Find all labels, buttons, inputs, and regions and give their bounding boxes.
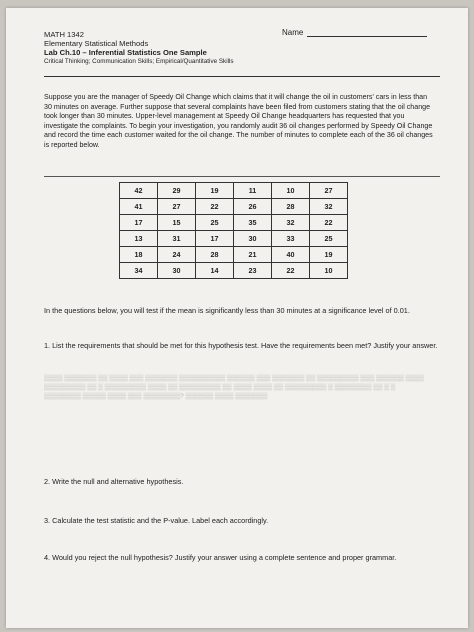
table-cell: 19 [196, 183, 234, 199]
table-cell: 32 [272, 215, 310, 231]
table-cell: 33 [272, 231, 310, 247]
question-3: 3. Calculate the test statistic and the P-value. Label each accordingly. [44, 516, 269, 525]
table-row [120, 263, 348, 279]
table-cell: 41 [120, 199, 158, 215]
table-cell: 10 [272, 183, 310, 199]
table-cell: 31 [158, 231, 196, 247]
table-row [120, 231, 348, 247]
table-cell: 25 [196, 215, 234, 231]
intro-paragraph: Suppose you are the manager of Speedy Oil Change which claims that it will change the oil in customers' cars in less than 30 minutes on average. Further suppose that several complaints have been filed from customers stating that the oil change took longer than 30 minutes. Upper-level management at Speedy Oil Change headquarters has requested that you investigate the complaints. To begin your investigation, you randomly audit 36 oil changes performed by Speedy Oil Change and record the time each customer waited for the oil change. The number of minutes to complete each of the 36 oil changes is reported below. [44, 93, 433, 149]
name-label: Name [282, 28, 304, 37]
worksheet-header [44, 30, 234, 66]
question-1: 1. List the requirements that should be met for this hypothesis test. Have the requirements been met? Justify your answer. [44, 341, 438, 350]
course-number: MATH 1342 [44, 30, 84, 39]
table-cell: 42 [120, 183, 158, 199]
question-4: 4. Would you reject the null hypothesis? Justify your answer using a complete sentence and proper grammar. [44, 553, 397, 562]
table-cell: 27 [310, 183, 348, 199]
table-row [120, 183, 348, 199]
table-cell: 19 [310, 247, 348, 263]
course-title: Elementary Statistical Methods [44, 39, 149, 48]
oil-change-times-table [119, 182, 348, 279]
table-cell: 14 [196, 263, 234, 279]
table-row [120, 247, 348, 263]
table-cell: 25 [310, 231, 348, 247]
table-cell: 11 [234, 183, 272, 199]
table-cell: 30 [234, 231, 272, 247]
table-cell: 17 [196, 231, 234, 247]
table-cell: 28 [196, 247, 234, 263]
instructions-paragraph: In the questions below, you will test if the mean is significantly less than 30 minutes at a significance level of 0.01. [44, 306, 410, 315]
table-row [120, 199, 348, 215]
table-cell: 21 [234, 247, 272, 263]
table-cell: 27 [158, 199, 196, 215]
table-cell: 18 [120, 247, 158, 263]
table-cell: 22 [272, 263, 310, 279]
table-cell: 35 [234, 215, 272, 231]
header-divider [44, 76, 440, 77]
table-cell: 13 [120, 231, 158, 247]
table-cell: 17 [120, 215, 158, 231]
table-cell: 30 [158, 263, 196, 279]
table-cell: 32 [310, 199, 348, 215]
table-cell: 40 [272, 247, 310, 263]
intro-divider [44, 176, 440, 177]
table-cell: 22 [196, 199, 234, 215]
skills-line: Critical Thinking; Communication Skills; Empirical/Quantitative Skills [44, 58, 234, 65]
table-cell: 22 [310, 215, 348, 231]
table-cell: 26 [234, 199, 272, 215]
name-field [282, 28, 427, 37]
faded-bleedthrough-text: ▒▒▒▒ ▒▒▒▒▒▒▒ ▒▒ ▒▒▒▒ ▒▒▒ ▒▒▒▒▒▒▒ ▒▒▒▒▒▒▒▒▒▒ ▒▒▒▒▒▒ ▒▒▒ ▒▒▒▒▒▒▒ ▒▒ ▒▒▒▒▒▒▒▒▒ ▒▒▒ ▒▒▒▒▒▒ ▒▒▒▒ ▒▒▒▒▒▒▒▒▒ ▒▒ ▒ ▒▒▒▒▒▒▒▒▒ ▒▒▒▒ ▒▒ ▒▒▒▒▒▒▒▒▒ ▒▒ ▒▒▒▒ ▒▒▒▒ ▒▒ ▒▒▒▒▒▒▒▒▒ ▒ ▒▒▒▒▒▒▒▒ ▒▒ ▒ ▒ ▒▒▒▒▒▒▒▒ ▒▒▒▒▒ ▒▒▒▒ ▒▒▒ ▒▒▒▒▒▒▒▒? ▒▒▒▒▒▒ ▒▒▒▒ ▒▒▒▒▒▒▒ [44, 375, 424, 400]
name-blank-line [307, 36, 427, 37]
table-cell: 23 [234, 263, 272, 279]
question-2: 2. Write the null and alternative hypothesis. [44, 477, 184, 486]
table-cell: 24 [158, 247, 196, 263]
table-cell: 29 [158, 183, 196, 199]
table-cell: 10 [310, 263, 348, 279]
table-cell: 15 [158, 215, 196, 231]
table-cell: 28 [272, 199, 310, 215]
table-cell: 34 [120, 263, 158, 279]
lab-title: Lab Ch.10 – Inferential Statistics One Sample [44, 48, 207, 57]
table-row [120, 215, 348, 231]
